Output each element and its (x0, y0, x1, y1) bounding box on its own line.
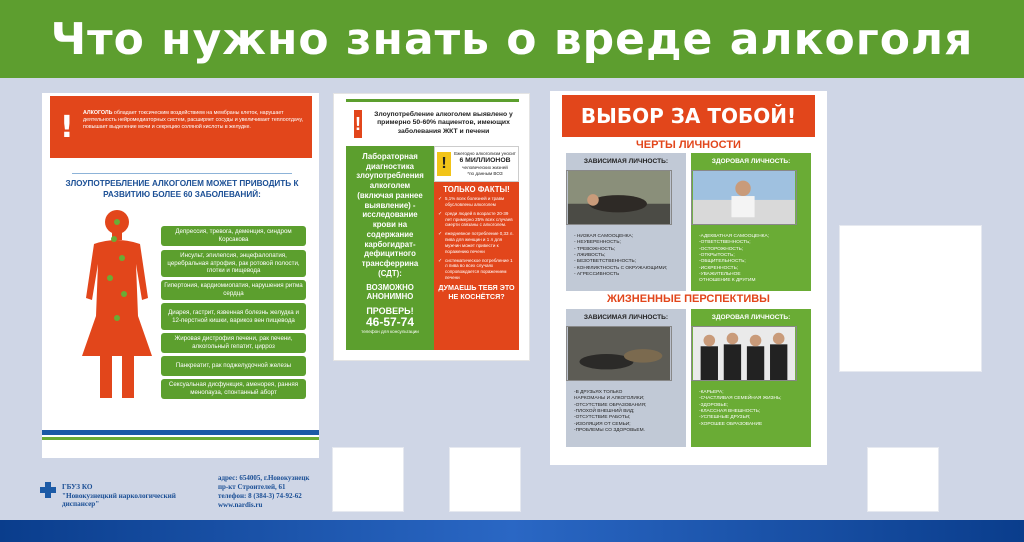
photo-happy-man (691, 170, 797, 225)
stat-post: человеческих жизней (462, 165, 508, 171)
col-heading: ЗДОРОВАЯ ЛИЧНОСТЬ: (711, 314, 791, 321)
address-line: пр-кт Строителей, 61 (218, 483, 286, 492)
facts-title: ТОЛЬКО ФАКТЫ! (443, 185, 510, 194)
poster1-intro-text: обладает токсическим воздействием на мембраны клеток, нарушает деятельность нейромедиаторных систем, расширяет сосуды и увеличивает теплоотдачу, повышает выделение мочи и секрецию соляной кислоты в желудке. (83, 110, 304, 131)
page-title: Что нужно знать о вреде алкоголя (50, 13, 974, 65)
disease-item: Диарея, гастрит, язвенная болезнь желудка и 12-перстной кишки, варикоз вен пищевода (161, 303, 306, 330)
org-name (62, 483, 212, 509)
address-line: адрес: 654005, г.Новокузнецк (218, 474, 310, 482)
empty-pocket (867, 447, 939, 512)
list-item: -ОСТОРОЖНОСТЬ; (699, 246, 744, 252)
footer-info (40, 474, 330, 514)
list-item: ОТНОШЕНИЕ К ДРУГИМ (699, 278, 756, 284)
footer-band (0, 520, 1024, 542)
traits-dependent (566, 153, 686, 291)
poster2-check: ПРОВЕРЬ! (366, 306, 414, 317)
website-link: www.nardis.ru (218, 501, 263, 510)
poster-diseases (42, 93, 319, 458)
address-line: телефон: 8 (384-3) 74-92-62 (218, 492, 302, 501)
list-item: - НИЗКАЯ САМООЦЕНКА; (574, 234, 634, 239)
fact-item: ✓ среди людей в возрасте 20-39 лет примерно 25% всех случаев смерти связаны с алкоголем. (438, 211, 515, 229)
stripe (42, 430, 319, 435)
poster2-phone-note: телефон для консультации (361, 329, 419, 335)
disease-item: Депрессия, тревога, деменция, синдром Корсакова (161, 226, 306, 246)
prospects-healthy (691, 309, 811, 447)
address (218, 474, 309, 510)
list-item: -ЗДОРОВЬЕ; (699, 402, 729, 408)
list-item: -КЛАССНАЯ ВНЕШНОСТЬ; (699, 408, 761, 414)
list-item: -ОТВЕТСТВЕННОСТЬ; (699, 240, 751, 246)
poster2-right (434, 146, 519, 350)
stat-pre: Ежегодно алкоголизм уносит (454, 151, 516, 157)
list-item: -УВАЖИТЕЛЬНОЕ (699, 271, 741, 277)
empty-pocket (839, 225, 982, 372)
empty-pocket (449, 447, 521, 512)
section-prospects: ЖИЗНЕННЫЕ ПЕРСПЕКТИВЫ (607, 293, 770, 305)
poster-diagnostics (333, 93, 530, 361)
disease-item: Панкреатит, рак поджелудочной железы (161, 356, 306, 376)
traits-dependent-list (566, 230, 686, 278)
prospects-healthy-list (691, 386, 811, 428)
exclamation-icon: ! (354, 110, 362, 138)
list-item: -КАРЬЕРА; (699, 390, 724, 395)
list-item: -УСПЕШНЫЕ ДРУЗЬЯ; (699, 415, 751, 421)
list-item: - БЕЗОТВЕТСТВЕННОСТЬ; (574, 259, 637, 265)
list-item: -ИСКРЕННОСТЬ; (699, 265, 739, 271)
list-item: -ПРОБЛЕМЫ СО ЗДОРОВЬЕМ. (574, 427, 645, 433)
disease-item: Гипертония, кардиомиопатия, нарушения ритма сердца (161, 280, 306, 300)
divider (72, 173, 292, 174)
list-item: -ОТСУТСТВИЕ РАБОТЫ; (574, 415, 631, 421)
stat-source: *по данным ВОЗ (467, 171, 503, 177)
col-heading: ЗАВИСИМАЯ ЛИЧНОСТЬ: (583, 158, 669, 165)
col-heading: ЗДОРОВАЯ ЛИЧНОСТЬ: (711, 158, 791, 165)
org-line: "Новокузнецкий наркологический диспансер" (62, 491, 176, 509)
list-item: - АГРЕССИВНОСТЬ (574, 271, 620, 277)
list-item: -ОТКРЫТОСТЬ; (699, 252, 735, 258)
traits-healthy (691, 153, 811, 291)
poster2-phone: 46-57-74 (365, 315, 415, 330)
traits-healthy-list (691, 230, 811, 285)
disease-item: Инсульт, эпилепсия, энцефалопатия, церебральная атрофия, рак ротовой полости, глотки и пищевода (161, 250, 306, 277)
photo-lying-people (566, 326, 672, 381)
poster1-intro-title: АЛКОГОЛЬ (83, 110, 113, 116)
poster2-final: ДУМАЕШЬ ТЕБЯ ЭТО НЕ КОСНЁТСЯ? (438, 282, 515, 301)
disease-item: Сексуальная дисфункция, аменорея, ранняя менопауза, спонтанный аборт (161, 379, 306, 399)
list-item: -СЧАСТЛИВАЯ СЕМЕЙНАЯ ЖИЗНЬ; (699, 396, 782, 402)
stripe (42, 437, 319, 440)
photo-business-people (691, 326, 797, 381)
list-item: -ОТСУТСТВИЕ ОБРАЗОВАНИЯ; (574, 402, 647, 408)
poster1-heading: ЗЛОУПОТРЕБЛЕНИЕ АЛКОГОЛЕМ МОЖЕТ ПРИВОДИТЬ К РАЗВИТИЮ БОЛЕЕ 60 ЗАБОЛЕВАНИЙ: (65, 179, 299, 199)
list-item: -ИЗОЛЯЦИЯ ОТ СЕМЬИ; (574, 421, 631, 427)
org-line: ГБУЗ КО (62, 483, 93, 491)
list-item: НАРКОМАНЫ И АЛКОГОЛИКИ; (574, 396, 645, 402)
photo-drunk-man (566, 170, 672, 225)
list-item: - КОНФЛИКТНОСТЬ С ОКРУЖАЮЩИМИ; (574, 265, 668, 271)
list-item: -ХОРОШЕЕ ОБРАЗОВАНИЕ (699, 421, 763, 427)
warning-icon: ! (437, 152, 451, 176)
stat-big: 6 МИЛЛИОНОВ (459, 156, 511, 164)
fact-item: ✓ систематическое потребление 1 л пива во всех случаях сопровождается поражением печени (438, 258, 515, 281)
medical-cross-icon (40, 482, 56, 498)
poster2-anon: ВОЗМОЖНО АНОНИМНО (366, 282, 414, 302)
prospects-dependent-list (566, 386, 686, 434)
disease-item: Жировая дистрофия печени, рак печени, алкогольный гепатит, цирроз (161, 333, 306, 353)
list-item: - НЕУВЕРЕННОСТЬ; (574, 240, 621, 246)
header-banner (0, 0, 1024, 78)
poster2-top-text: Злоупотребление алкоголем выявлено у примерно 50-60% пациентов, имеющих заболевания ЖКТ и печени (374, 110, 513, 135)
col-heading: ЗАВИСИМАЯ ЛИЧНОСТЬ: (583, 314, 669, 321)
list-item: -В ДРУЗЬЯХ ТОЛЬКО (574, 390, 623, 395)
prospects-dependent (566, 309, 686, 447)
list-item: - ЛЖИВОСТЬ; (574, 252, 606, 258)
poster2-facts (434, 182, 519, 350)
poster2-stat (434, 146, 519, 182)
poster3-title: ВЫБОР ЗА ТОБОЙ! (562, 95, 815, 137)
poster2-top (346, 99, 519, 145)
section-traits: ЧЕРТЫ ЛИЧНОСТИ (636, 139, 741, 151)
female-silhouette-icon (72, 206, 162, 401)
fact-item: ✓ 5,1% всех болезней и травм обусловлены алкоголем (438, 196, 515, 208)
poster2-lab-box (346, 146, 434, 350)
fact-item: ✓ ежедневное потребление 0,33 л. пива для женщин и 1 л для мужчин может привести к поражению печени (438, 231, 515, 254)
list-item: - ТРЕВОЖНОСТЬ; (574, 246, 616, 252)
list-item: -ОБЩИТЕЛЬНОСТЬ; (699, 259, 746, 265)
poster-choice (550, 91, 827, 465)
poster1-intro-box (50, 96, 312, 158)
exclamation-icon: ! (60, 110, 74, 145)
list-item: -АДЕКВАТНАЯ САМООЦЕНКА; (699, 234, 770, 239)
poster2-lab-text: Лабораторная диагностика злоупотребления алкоголем (включая раннее выявление) - исследование крови на содержание карбогидрат-дефицитного трансферрина (СДТ): (356, 152, 424, 278)
empty-pocket (332, 447, 404, 512)
list-item: -ПЛОХОЙ ВНЕШНИЙ ВИД; (574, 408, 635, 414)
